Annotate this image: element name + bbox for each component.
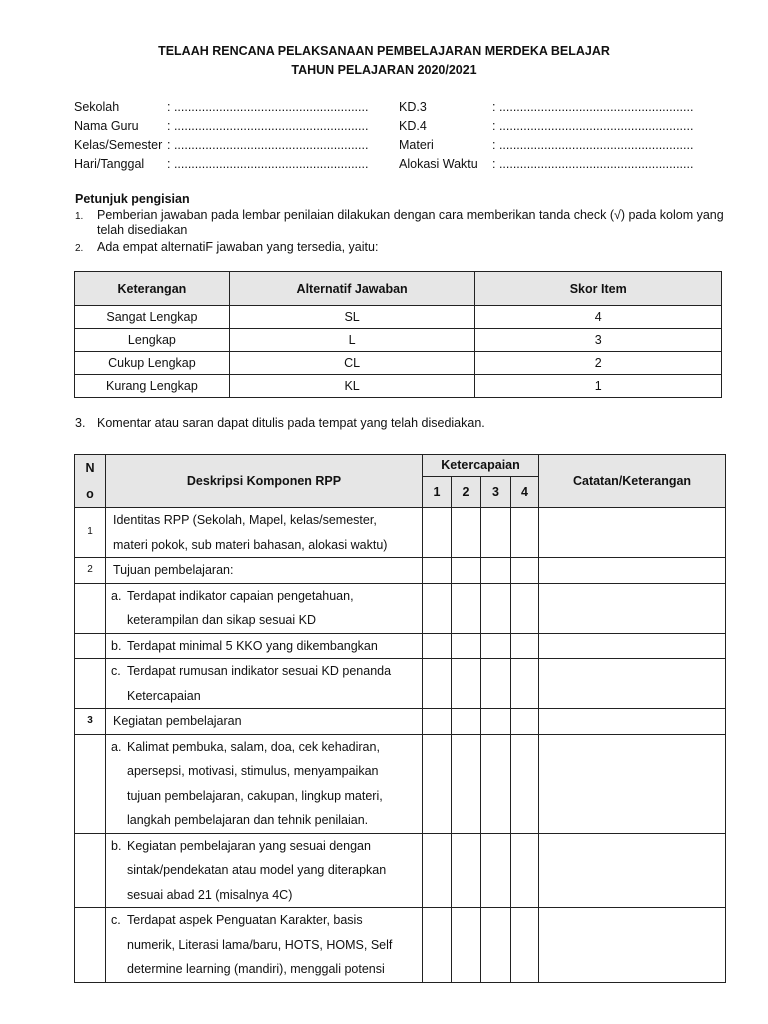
rpp-assessment-table	[74, 454, 726, 983]
score-cell[interactable]	[423, 633, 452, 659]
alt-header-alternatif: Alternatif Jawaban	[229, 272, 475, 306]
score-cell[interactable]	[452, 633, 481, 659]
alternative-answers-table	[74, 271, 722, 398]
desc-line: numerik, Literasi lama/baru, HOTS, HOMS, Self	[127, 937, 393, 952]
header-score-3: 3	[481, 476, 511, 507]
score-cell[interactable]	[452, 583, 481, 633]
header-deskripsi: Deskripsi Komponen RPP	[106, 455, 423, 508]
row-sub-description	[106, 908, 423, 983]
info-label-hari-tanggal: Hari/Tanggal	[74, 157, 145, 171]
alt-cell: KL	[229, 375, 475, 398]
notes-cell[interactable]	[539, 583, 726, 633]
score-cell[interactable]	[452, 908, 481, 983]
row-sub-description	[106, 583, 423, 633]
info-label-nama-guru: Nama Guru	[74, 119, 139, 133]
desc-line: sintak/pendekatan atau model yang diterapkan	[127, 863, 387, 877]
table-row	[75, 375, 722, 398]
sub-letter: a.	[111, 588, 122, 603]
score-cell[interactable]	[423, 508, 452, 558]
table-row	[75, 633, 726, 659]
desc-line: Identitas RPP (Sekolah, Mapel, kelas/semester,	[113, 513, 377, 527]
alt-cell: 3	[475, 329, 722, 352]
score-cell[interactable]	[481, 633, 511, 659]
row-description: Tujuan pembelajaran:	[106, 558, 423, 584]
score-cell[interactable]	[481, 833, 511, 908]
notes-cell[interactable]	[539, 659, 726, 709]
score-cell[interactable]	[423, 833, 452, 908]
desc-line: materi pokok, sub materi bahasan, alokasi waktu)	[113, 537, 388, 552]
score-cell[interactable]	[452, 833, 481, 908]
table-row	[75, 558, 726, 584]
table-row	[75, 508, 726, 558]
score-cell[interactable]	[481, 734, 511, 833]
row-description	[106, 508, 423, 558]
row-description: Kegiatan pembelajaran	[106, 709, 423, 735]
instruction-text: Komentar atau saran dapat ditulis pada tempat yang telah disediakan.	[97, 416, 485, 430]
instruction-number: 2.	[75, 243, 84, 254]
score-cell[interactable]	[511, 583, 539, 633]
info-value-kd3[interactable]: : ........................................................	[492, 100, 694, 114]
score-cell[interactable]	[452, 508, 481, 558]
info-value-kd4[interactable]: : ........................................................	[492, 119, 694, 133]
sub-letter: c.	[111, 664, 121, 678]
info-label-materi: Materi	[399, 138, 434, 152]
desc-line: langkah pembelajaran dan tehnik penilaian.	[127, 813, 369, 827]
row-number: 1	[75, 508, 106, 558]
header-score-1: 1	[423, 476, 452, 507]
score-cell[interactable]	[511, 659, 539, 709]
instruction-item	[75, 208, 725, 238]
score-cell[interactable]	[452, 659, 481, 709]
row-sub-description	[106, 633, 423, 659]
info-value-nama-guru[interactable]: : ........................................................	[167, 119, 369, 133]
desc-line: keterampilan dan sikap sesuai KD	[127, 613, 316, 627]
header-ketercapaian: Ketercapaian	[423, 455, 539, 477]
score-cell[interactable]	[423, 908, 452, 983]
desc-line: Ketercapaian	[127, 688, 201, 703]
row-sub-description	[106, 833, 423, 908]
table-row	[75, 329, 722, 352]
alt-cell: Kurang Lengkap	[75, 375, 230, 398]
desc-line: Terdapat rumusan indikator sesuai KD penanda	[127, 664, 392, 678]
instruction-number: 1.	[75, 211, 84, 222]
row-number: 3	[75, 709, 106, 735]
info-value-kelas-semester[interactable]: : ........................................................	[167, 138, 369, 152]
document-subtitle: TAHUN PELAJARAN 2020/2021	[291, 63, 477, 77]
alt-cell: CL	[229, 352, 475, 375]
score-cell[interactable]	[511, 833, 539, 908]
table-row	[75, 833, 726, 908]
score-cell[interactable]	[423, 709, 452, 735]
notes-cell[interactable]	[539, 633, 726, 659]
instruction-number: 3.	[75, 416, 86, 430]
score-cell[interactable]	[481, 508, 511, 558]
notes-cell[interactable]	[539, 558, 726, 584]
desc-line: Terdapat minimal 5 KKO yang dikembangkan	[127, 638, 378, 653]
row-number: 2	[75, 558, 106, 584]
desc-line: Kegiatan pembelajaran yang sesuai dengan	[127, 838, 371, 853]
alt-header-skor: Skor Item	[475, 272, 722, 306]
header-score-4: 4	[511, 476, 539, 507]
score-cell[interactable]	[511, 508, 539, 558]
table-row	[75, 583, 726, 633]
desc-line: tujuan pembelajaran, cakupan, lingkup materi,	[127, 788, 383, 803]
score-cell[interactable]	[423, 659, 452, 709]
sub-letter: b.	[111, 838, 122, 853]
notes-cell[interactable]	[539, 508, 726, 558]
info-label-sekolah: Sekolah	[74, 100, 120, 114]
info-value-alokasi-waktu[interactable]: : ........................................................	[492, 157, 694, 171]
score-cell[interactable]	[481, 709, 511, 735]
score-cell[interactable]	[511, 709, 539, 735]
sub-letter: a.	[111, 739, 122, 754]
score-cell[interactable]	[423, 734, 452, 833]
score-cell[interactable]	[452, 734, 481, 833]
alt-cell: 1	[475, 375, 722, 398]
alt-cell: SL	[229, 306, 475, 329]
alt-cell: 2	[475, 352, 722, 375]
sub-letter: c.	[111, 913, 121, 927]
instructions-heading: Petunjuk pengisian	[75, 192, 190, 206]
desc-line: Kalimat pembuka, salam, doa, cek kehadiran,	[127, 739, 380, 754]
alt-header-keterangan: Keterangan	[75, 272, 230, 306]
info-label-kd4: KD.4	[399, 119, 427, 133]
table-row	[75, 352, 722, 375]
score-cell[interactable]	[423, 583, 452, 633]
desc-line: Terdapat aspek Penguatan Karakter, basis	[127, 913, 363, 927]
instructions	[75, 192, 725, 257]
table-row	[75, 709, 726, 735]
desc-line: determine learning (mandiri), menggali potensi	[127, 962, 385, 976]
score-cell[interactable]	[481, 659, 511, 709]
alt-cell: Lengkap	[75, 329, 230, 352]
desc-line: apersepsi, motivasi, stimulus, menyampaikan	[127, 764, 379, 778]
notes-cell[interactable]	[539, 908, 726, 983]
info-label-kelas-semester: Kelas/Semester	[74, 138, 163, 152]
score-cell[interactable]	[511, 558, 539, 584]
alt-cell: Sangat Lengkap	[75, 306, 230, 329]
table-row	[75, 306, 722, 329]
score-cell[interactable]	[511, 734, 539, 833]
table-row	[75, 908, 726, 983]
notes-cell[interactable]	[539, 833, 726, 908]
info-label-kd3: KD.3	[399, 100, 427, 114]
row-sub-description	[106, 734, 423, 833]
info-label-alokasi-waktu: Alokasi Waktu	[399, 157, 478, 171]
desc-line: sesuai abad 21 (misalnya 4C)	[127, 887, 293, 902]
score-cell[interactable]	[452, 709, 481, 735]
table-row	[75, 659, 726, 709]
alt-cell: Cukup Lengkap	[75, 352, 230, 375]
score-cell[interactable]	[481, 583, 511, 633]
score-cell[interactable]	[511, 633, 539, 659]
instruction-item	[75, 240, 725, 255]
score-cell[interactable]	[481, 558, 511, 584]
score-cell[interactable]	[452, 558, 481, 584]
document-title: TELAAH RENCANA PELAKSANAAN PEMBELAJARAN MERDEKA BELAJAR	[158, 44, 610, 58]
info-value-hari-tanggal[interactable]: : ........................................................	[167, 157, 369, 171]
score-cell[interactable]	[423, 558, 452, 584]
instruction-text: Ada empat alternatiF jawaban yang tersedia, yaitu:	[97, 240, 379, 254]
desc-line: Terdapat indikator capaian pengetahuan,	[127, 588, 354, 603]
score-cell[interactable]	[511, 908, 539, 983]
header-catatan: Catatan/Keterangan	[539, 455, 726, 508]
score-cell[interactable]	[481, 908, 511, 983]
instruction-text: Pemberian jawaban pada lembar penilaian dilakukan dengan cara memberikan tanda check (√) pada kolom yang telah disediakan	[97, 208, 724, 237]
info-value-sekolah[interactable]: : ........................................................	[167, 100, 369, 114]
header-score-2: 2	[452, 476, 481, 507]
notes-cell[interactable]	[539, 709, 726, 735]
table-row	[75, 734, 726, 833]
header-no: N o	[75, 455, 106, 508]
info-value-materi[interactable]: : ........................................................	[492, 138, 694, 152]
row-sub-description	[106, 659, 423, 709]
alt-cell: 4	[475, 306, 722, 329]
alt-cell: L	[229, 329, 475, 352]
sub-letter: b.	[111, 638, 122, 653]
notes-cell[interactable]	[539, 734, 726, 833]
instruction-item-3	[75, 416, 725, 430]
